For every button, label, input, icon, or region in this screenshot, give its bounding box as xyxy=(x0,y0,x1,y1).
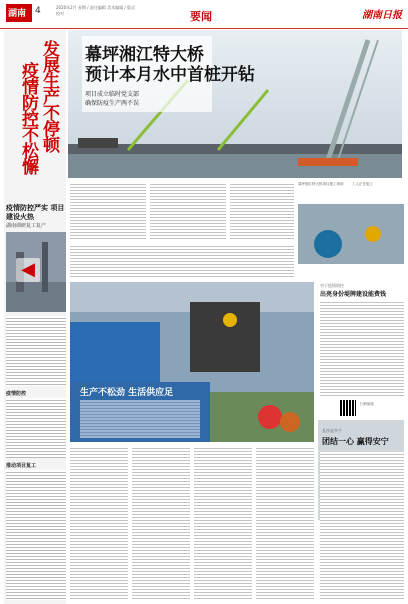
right-headline: 出亮身份堤牌建设能费钱 xyxy=(320,291,387,298)
right-kicker: 对于疫情防控 xyxy=(320,283,344,288)
subhead-line-1: 项目成立临时党支部 xyxy=(85,91,140,98)
article-text xyxy=(256,446,314,600)
left-subhead-b: 推动项目复工 xyxy=(6,463,37,469)
header-meta: 2020年2月 星期 / 责任编辑 美术编辑 / 版式 校对 xyxy=(56,5,136,16)
article-text xyxy=(230,182,294,240)
vertical-title-2: 疫情防控不松懈 xyxy=(18,62,38,174)
left-text-block xyxy=(6,316,66,386)
section-title: 要闻 xyxy=(190,10,212,23)
right-text xyxy=(320,452,404,600)
workers-photo xyxy=(298,204,404,264)
qr-code-icon[interactable] xyxy=(340,400,356,416)
page-number: 4 xyxy=(35,6,41,16)
main-subhead xyxy=(85,90,195,108)
article-text xyxy=(132,446,190,600)
masthead: 湖南日报 xyxy=(362,10,402,21)
subhead-line-2: 确保防疫生产两不误 xyxy=(85,100,140,107)
right-bottom-headline: 团结一心 赢得安宁 xyxy=(322,437,389,446)
left-caption: 湖南调研复工复产 xyxy=(6,223,47,229)
prev-arrow-button[interactable]: ◀ xyxy=(16,258,40,282)
article-text xyxy=(150,182,226,240)
left-text-block xyxy=(6,470,66,600)
article-text xyxy=(70,244,294,278)
article-text xyxy=(194,446,252,600)
right-text xyxy=(320,300,404,396)
vertical-title-1: 发展生产不停顿 xyxy=(39,40,59,152)
left-subtitle: 疫情防控严实 项目建设火热 xyxy=(6,204,65,221)
right-bottom-kicker: 长沙县多个 xyxy=(322,428,342,433)
photo-caption-left: 幕坪湘江特大桥项目施工现场 xyxy=(298,182,344,186)
photo-caption-right: 工人正在施工 xyxy=(352,182,373,186)
main-headline-2: 预计本月水中首桩开钻 xyxy=(85,65,255,85)
left-subhead-a: 疫情防控 xyxy=(6,391,27,397)
article-text xyxy=(70,182,146,240)
article-text xyxy=(70,446,128,600)
main-headline: 幕坪湘江特大桥 xyxy=(85,45,204,65)
left-text-block xyxy=(6,398,66,458)
feature-text xyxy=(80,400,200,438)
feature-banner: 生产不松劲 生活供应足 xyxy=(80,388,174,398)
qr-caption: 扫码阅读 xyxy=(360,402,374,406)
logo-text: 湖南 xyxy=(8,9,27,19)
